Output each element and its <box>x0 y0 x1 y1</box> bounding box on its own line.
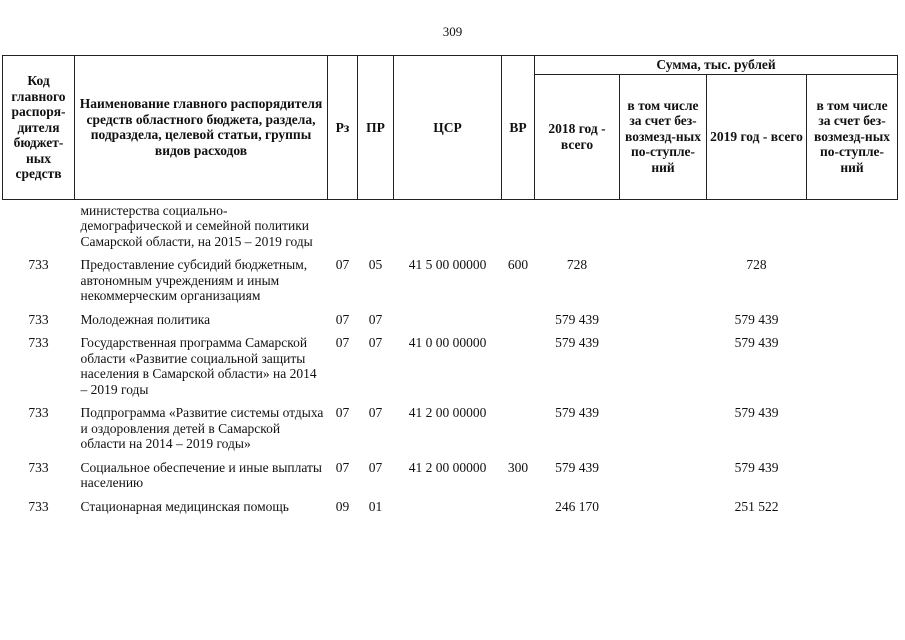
row-rz: 07 <box>335 257 350 272</box>
row-vr <box>502 335 535 405</box>
table-row <box>3 312 898 336</box>
row-vr <box>502 405 535 460</box>
row-vr <box>502 499 535 523</box>
row-name: Молодежная политика <box>80 311 211 327</box>
row-2019-total: 579 439 <box>734 459 779 475</box>
row-2018-free <box>620 405 707 460</box>
row-rz: 07 <box>335 335 350 350</box>
header-rz: Рз <box>328 56 358 200</box>
row-2019-free <box>807 335 898 405</box>
table-row <box>3 499 898 523</box>
row-rz: 07 <box>335 405 350 420</box>
row-2019-free <box>807 405 898 460</box>
row-2018-free <box>620 335 707 405</box>
row-2018-free <box>620 257 707 312</box>
row-vr <box>502 312 535 336</box>
row-2018-total: 579 439 <box>555 311 599 327</box>
row-2018-total: 579 439 <box>555 459 599 475</box>
row-vr: 300 <box>507 459 529 475</box>
table-row <box>3 460 898 499</box>
row-pr: 07 <box>368 311 383 327</box>
row-rz: 09 <box>335 498 350 514</box>
row-2018-total: 579 439 <box>555 335 599 350</box>
header-2018-free: в том числе за счет без-возмезд-ных по-ступле-ний <box>620 74 707 199</box>
row-code: 733 <box>28 459 49 475</box>
header-sum-group: Сумма, тыс. рублей <box>535 56 898 75</box>
header-2019-total: 2019 год - всего <box>707 74 807 199</box>
row-2018-free <box>620 199 707 257</box>
row-2018-total <box>535 199 620 257</box>
table-row <box>3 405 898 460</box>
row-csr: 41 2 00 00000 <box>408 405 487 420</box>
row-pr: 01 <box>368 498 383 514</box>
row-name: министерства социально-демографической и семейной политики Самарской области, на 2015 – 2019 годы <box>80 202 313 249</box>
header-code: Код главного распоря-дителя бюджет-ных средств <box>3 56 75 200</box>
row-2019-total <box>707 199 807 257</box>
row-rz: 07 <box>335 311 350 327</box>
row-csr <box>394 312 502 336</box>
row-csr <box>394 499 502 523</box>
row-csr <box>394 199 502 257</box>
row-name: Предоставление субсидий бюджетным, автономным учреждениям и иным некоммерческим организациям <box>80 257 308 303</box>
row-code: 733 <box>28 257 49 272</box>
row-code: 733 <box>28 498 49 514</box>
row-2018-free <box>620 499 707 523</box>
header-csr: ЦСР <box>394 56 502 200</box>
table-row <box>3 199 898 257</box>
row-2019-total: 251 522 <box>734 498 779 514</box>
row-2018-total: 579 439 <box>555 405 599 420</box>
row-name: Социальное обеспечение и иные выплаты населению <box>80 459 322 490</box>
row-2018-total: 246 170 <box>555 498 599 514</box>
row-name: Государственная программа Самарской области «Развитие социальной защиты населения в Самарской области» на 2014 – 2019 годы <box>80 335 317 397</box>
table-body <box>3 199 898 522</box>
row-2018-free <box>620 312 707 336</box>
row-2019-free <box>807 460 898 499</box>
row-csr: 41 0 00 00000 <box>408 335 487 350</box>
page-number: 309 <box>442 24 463 39</box>
row-2018-total: 728 <box>566 257 588 272</box>
row-pr: 07 <box>368 405 383 420</box>
row-code: 733 <box>28 311 49 327</box>
row-pr <box>358 199 394 257</box>
header-name: Наименование главного распорядителя средств областного бюджета, раздела, подраздела, целевой статьи, группы видов расходов <box>75 56 328 200</box>
row-vr: 600 <box>507 257 529 272</box>
budget-table <box>2 55 898 522</box>
header-2019-free: в том числе за счет без-возмезд-ных по-ступле-ний <box>807 74 898 199</box>
row-2019-free <box>807 312 898 336</box>
row-code: 733 <box>28 405 49 420</box>
row-2019-total: 579 439 <box>734 311 779 327</box>
row-2019-total: 579 439 <box>734 335 779 350</box>
row-pr: 07 <box>368 335 383 350</box>
table-row <box>3 335 898 405</box>
row-2018-free <box>620 460 707 499</box>
header-vr: ВР <box>502 56 535 200</box>
row-csr: 41 2 00 00000 <box>408 459 487 475</box>
row-pr: 05 <box>368 257 383 272</box>
header-pr: ПР <box>358 56 394 200</box>
row-2019-free <box>807 199 898 257</box>
row-name: Стационарная медицинская помощь <box>80 498 289 514</box>
row-code: 733 <box>28 335 49 350</box>
row-code <box>3 199 75 257</box>
table-header <box>3 56 898 200</box>
header-2018-total: 2018 год - всего <box>535 74 620 199</box>
row-rz <box>328 199 358 257</box>
row-rz: 07 <box>335 459 350 475</box>
row-vr <box>502 199 535 257</box>
row-pr: 07 <box>368 459 383 475</box>
row-2019-free <box>807 257 898 312</box>
row-name: Подпрограмма «Развитие системы отдыха и оздоровления детей в Самарской области на 2014 – 2019 годы» <box>80 405 324 451</box>
row-2019-total: 579 439 <box>734 405 779 420</box>
row-2019-total: 728 <box>746 257 767 272</box>
table-row <box>3 257 898 312</box>
row-csr: 41 5 00 00000 <box>408 257 487 272</box>
row-2019-free <box>807 499 898 523</box>
